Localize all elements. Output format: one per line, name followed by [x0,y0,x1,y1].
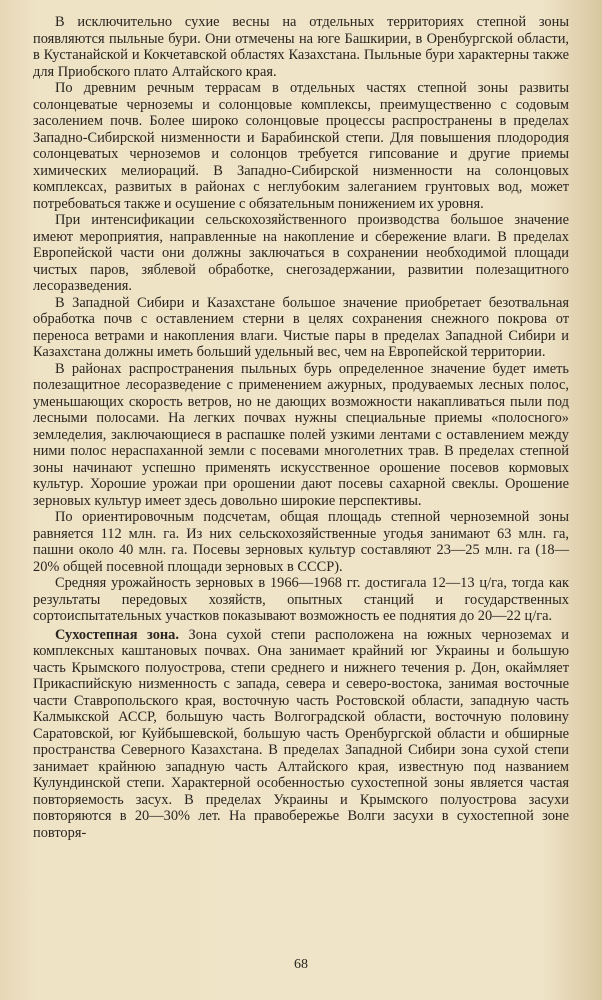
paragraph-west-siberia: В Западной Сибири и Казахстане большое значение приобретает безотвальная обработка почв с оставлением стерни в целях сохранения снежного покрова от переноса ветрами и накопления влаги. Чистые пары в пределах Западной Сибири и Казахстана должны иметь больший удельный вес, чем на Европейской территории. [33,294,569,360]
body-text [33,14,569,841]
paragraph-area-stats: По ориентировочным подсчетам, общая площадь степной черноземной зоны равняется 112 млн. га. Из них сельскохозяйственные угодья занимают 63 млн. га, пашни около 40 млн. га. Посевы зерновых культур составляют 23—25 млн. га (18—20% общей посевной площади зерновых в СССР). [33,509,569,575]
paragraph-dust-storms: В исключительно сухие весны на отдельных территориях степной зоны появляются пыльные бури. Они отмечены на юге Башкирии, в Оренбургской области, в Кустанайской и Кокчетавской областях Казахстана. Пыльные бури характерны также для Приобского плато Алтайского края. [33,14,569,80]
section-body: Зона сухой степи расположена на южных черноземах и комплексных каштановых почвах. Она занимает крайний юг Украины и большую часть Крымского полуострова, степи среднего и нижнего течения р. Дон, окаймляет Прикаспийскую низменность с запада, севера и северо-востока, занимая восточные части Ставропольского края, восточную часть Ростовской области, западную часть Калмыкской АССР, большую часть Волгоградской области, восточную половину Саратовской, юг Куйбышевской, большую часть Оренбургской области и обширные пространства Северного Казахстана. В пределах Западной Сибири зона сухой степи занимает крайнюю западную часть Алтайского края, известную под названием Кулундинской степи. Характерной особенностью сухостепной зоны является частая повторяемость засух. В пределах Украины и Крымского полуострова засухи повторяются в 20—30% лет. На правобережье Волги засухи в сухостепной зоне повторя- [33,626,569,841]
page-number: 68 [294,957,308,972]
paragraph-forest-belts: В районах распространения пыльных бурь определенное значение будет иметь полезащитное лесоразведение с применением ажурных, продуваемых лесных полос, уменьшающих скорость ветров, но не дающих возможности накапливаться пыли под лесными полосами. На легких почвах нужны специальные приемы «полосного» земледелия, заключающиеся в распашке полей узкими лентами с оставлением между ними полос нераспаханной земли с посевами многолетних трав. В пределах степной зоны начинают успешно применять искусственное орошение посевов кормовых культур. Хорошие урожаи при орошении дают посевы сахарной свеклы. Орошение зерновых культур имеет здесь довольно широкие перспективы. [33,360,569,509]
section-heading: Сухостепная зона. [55,626,179,643]
paragraph-yield: Средняя урожайность зерновых в 1966—1968 гг. достигала 12—13 ц/га, тогда как результаты передовых хозяйств, опытных станций и государственных сортоиспытательных участков показывают возможность ее поднятия до 20—22 ц/га. [33,575,569,624]
paragraph-moisture: При интенсификации сельскохозяйственного производства большое значение имеют мероприятия, направленные на накопление и сбережение влаги. В пределах Европейской части они должны заключаться в сохранении необходимой площади чистых паров, зяблевой обработке, снегозадержании, развитии полезащитного лесоразведения. [33,212,569,294]
paragraph-solonetz: По древним речным террасам в отдельных частях степной зоны развиты солонцеватые черноземы и солонцовые комплексы, преимущественно с содовым засолением почв. Более широко солонцовые процессы распространены в пределах Западно-Сибирской низменности и Барабинской степи. Для повышения плодородия солонцеватых черноземов и солонцов требуется гипсование и другие приемы химических мелиораций. В Западно-Сибирской низменности на солонцовых комплексах, развитых в районах с неглубоким залеганием грунтовых вод, может потребоваться также и осушение с обязательным понижением их уровня. [33,80,569,212]
paragraph-dry-steppe [33,627,569,842]
